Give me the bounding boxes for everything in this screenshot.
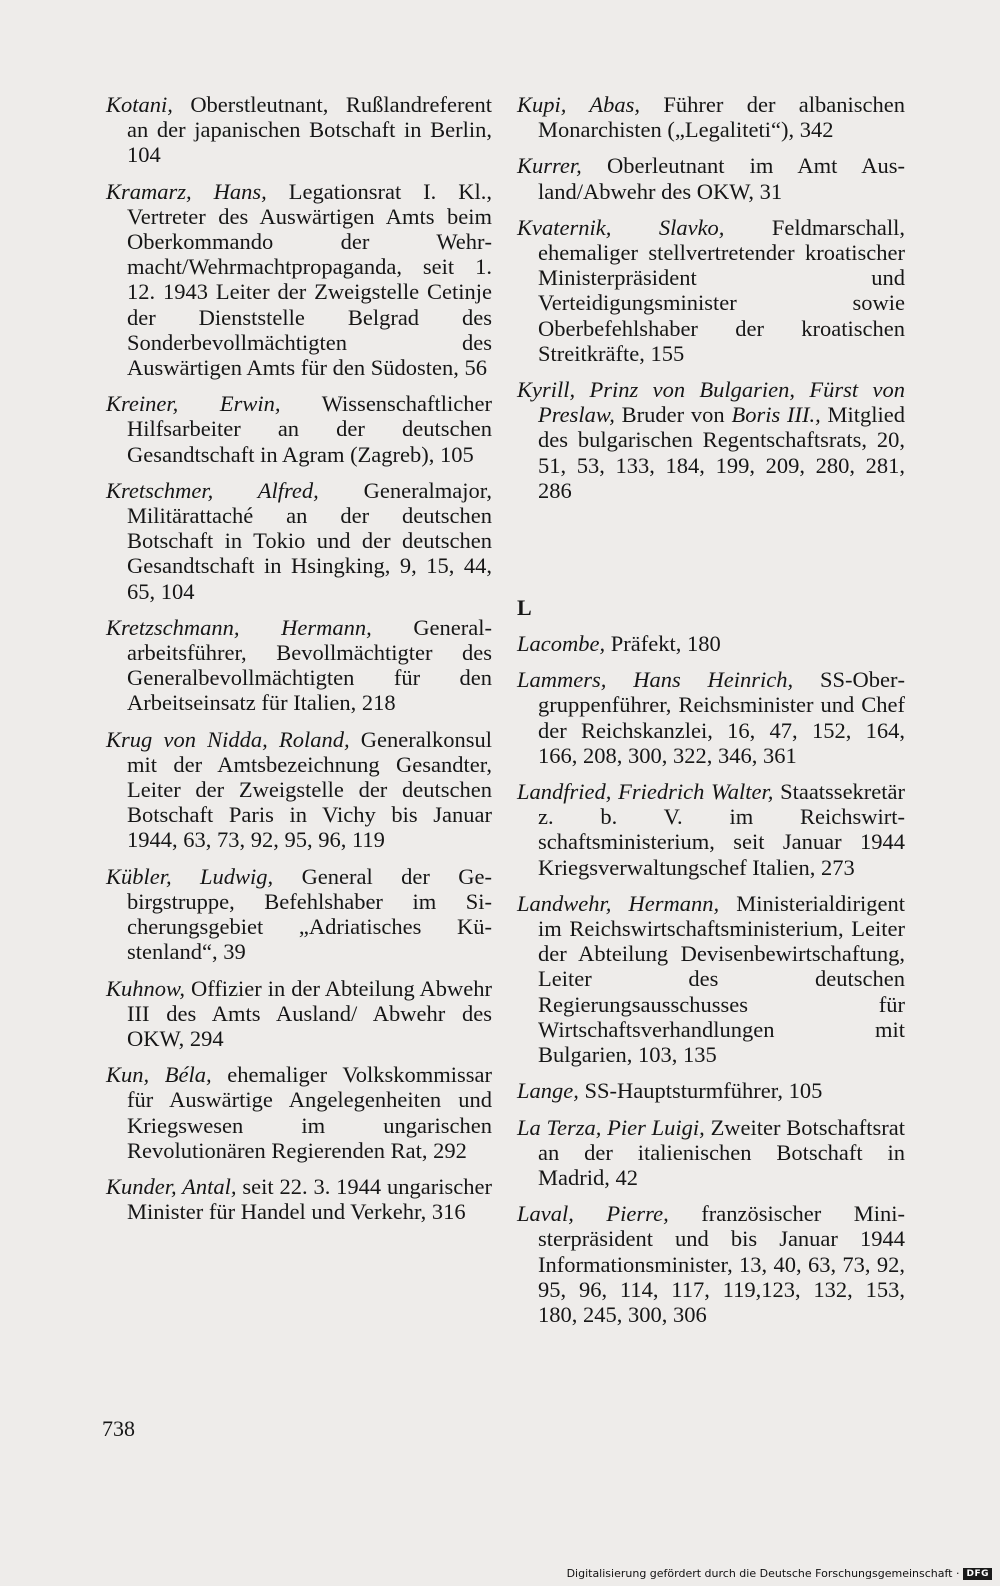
entry-description: ehemaliger Volkskommissar für Auswärtige Angelegenheiten und Kriegswesen im ungarischen Revolutionären Regierenden Rat, 292 <box>127 1062 492 1163</box>
index-entry <box>517 215 905 366</box>
entry-description: Generalmajor, Militärattaché an der deutschen Botschaft in Tokio und der deutschen Gesandtschaft in Hsingking, 9, 15, 44, 65, 104 <box>127 477 493 604</box>
entry-name: Laval, Pierre, <box>517 1201 669 1227</box>
entry-name: Kuhnow, <box>106 975 185 1001</box>
index-entry <box>517 1201 905 1327</box>
entry-name: Landwehr, Hermann, <box>517 890 720 916</box>
entry-name: Kretschmer, Alfred, <box>106 477 319 503</box>
entry-name: Landfried, Friedrich Walter, <box>517 779 774 805</box>
entry-description: Wissenschaftlicher Hilfsarbeiter an der deutschen Gesandtschaft in Agram (Zagreb), 105 <box>127 391 492 467</box>
entry-description: Legationsrat I. Kl., Vertreter des Auswärtigen Amts beim Oberkommando der Wehrmacht/Wehrmachtpropaganda, seit 1. 12. 1943 Leiter der Zweigstelle Cetinje der Dienststelle Belgrad des Sonderbevollmächtigten des Auswärtigen Amts für den Südosten, 56 <box>127 178 493 381</box>
index-entry <box>106 615 492 716</box>
index-entry <box>517 92 905 142</box>
entry-name: Lacombe, <box>517 631 606 657</box>
footer-text: Digitalisierung gefördert durch die Deutsche Forschungsgemeinschaft · <box>566 1567 960 1580</box>
entry-name: Kreiner, Erwin, <box>106 391 281 417</box>
entry-name: Kotani, <box>106 92 173 117</box>
index-entry <box>106 391 492 467</box>
index-entry <box>517 1115 905 1191</box>
entry-description: Generalkonsul mit der Amtsbezeichnung Gesandter, Leiter der Zweigstelle der deutschen Botschaft Paris in Vichy bis Januar 1944, 63, 73, 92, 95, 96, 119 <box>127 726 492 853</box>
index-entry <box>106 1062 492 1163</box>
entry-description-continued: Mitglied des bulgarischen Regentschaftsrats, 20, 51, 53, 133, 184, 199, 209, 280, 281, 286 <box>538 402 905 503</box>
entry-description: Ministerialdirigent im Reichswirtschaftsministerium, Leiter der Abteilung Devisenbewirtschaftung, Leiter des deutschen Regierungsausschusses für Wirtschaftsverhandlungen mit Bulgarien, 103, 135 <box>538 890 906 1068</box>
entry-name: Lange, <box>517 1078 579 1104</box>
entry-name: Lammers, Hans Heinrich, <box>517 667 794 693</box>
index-column-left <box>106 92 492 1235</box>
entry-name: Kübler, Ludwig, <box>106 863 274 889</box>
entry-description: Zweiter Botschaftsrat an der italienischen Botschaft in Madrid, 42 <box>538 1114 906 1190</box>
index-entry <box>106 478 492 604</box>
entry-description: seit 22. 3. 1944 ungarischer Minister für Handel und Verkehr, 316 <box>127 1173 492 1225</box>
entry-description: Offizier in der Abteilung Abwehr III des Amts Ausland/ Abwehr des OKW, 294 <box>127 975 492 1051</box>
entry-description: Staatssekretär z. b. V. im Reichswirtschaftsministerium, seit Januar 1944 Kriegsverwaltungschef Italien, 273 <box>538 779 906 880</box>
index-entry <box>517 1078 905 1103</box>
entry-name: Krug von Nidda, Roland, <box>106 726 350 752</box>
index-entry <box>517 377 905 503</box>
entry-description: Bruder von <box>621 402 732 428</box>
entry-description: SS-Obergruppenführer, Reichsminister und Chef der Reichskanzlei, 16, 47, 152, 164, 166, 208, 300, 322, 346, 361 <box>538 667 906 768</box>
entry-name: Kunder, Antal, <box>106 1173 237 1199</box>
entry-description: Oberstleutnant, Rußlandreferent an der japanischen Botschaft in Berlin, 104 <box>127 92 492 168</box>
entry-name: Kupi, Abas, <box>517 92 640 117</box>
entry-description: Oberleutnant im Amt Ausland/Abwehr des OKW, 31 <box>538 153 906 204</box>
entry-name: Kurrer, <box>517 153 582 179</box>
entry-name: Kvaternik, Slavko, <box>517 214 725 240</box>
entry-name: Kun, Béla, <box>106 1062 212 1088</box>
entry-name: Kramarz, Hans, <box>106 178 267 204</box>
entry-name: Kretzschmann, Hermann, <box>106 614 372 640</box>
index-column-right <box>517 92 905 1338</box>
entry-description: General der Gebirgstruppe, Befehlshaber im Sicherungsgebiet „Adriatisches Küstenland“, 39 <box>127 863 493 965</box>
section-letter: L <box>517 595 532 621</box>
index-entry <box>106 976 492 1052</box>
entry-description: Generalarbeitsführer, Bevollmächtigter des Generalbevollmächtigten für den Arbeitseinsatz für Italien, 218 <box>127 614 493 716</box>
index-entry <box>517 891 905 1067</box>
entry-name: Kyrill, Prinz von Bulgarien, Fürst von Preslaw, <box>517 377 905 428</box>
index-entry <box>106 1174 492 1224</box>
index-entry <box>106 179 492 381</box>
entry-description: Führer der albanischen Monarchisten („Legaliteti“), 342 <box>538 92 906 143</box>
index-entry <box>517 153 905 203</box>
dfg-logo: DFG <box>963 1568 992 1580</box>
index-entry <box>517 631 905 656</box>
page-number: 738 <box>102 1416 135 1441</box>
entry-description: SS-Hauptsturmführer, 105 <box>584 1078 823 1104</box>
entry-description: Präfekt, 180 <box>610 631 721 657</box>
index-entry <box>106 92 492 168</box>
entry-cross-reference: Boris III., <box>731 402 821 428</box>
index-entry <box>106 727 492 853</box>
index-entry <box>517 779 905 880</box>
index-entry <box>106 864 492 965</box>
entry-description: französischer Ministerpräsident und bis Januar 1944 Informationsminister, 13, 40, 63, 73, 92, 95, 96, 114, 117, 119,123, 132, 153, 180, 245, 300, 306 <box>538 1201 905 1327</box>
entry-description: Feldmarschall, ehemaliger stellvertretender kroatischer Ministerpräsident und Verteidigungsminister sowie Oberbefehlshaber der kroatischen Streitkräfte, 155 <box>538 214 906 366</box>
index-entry <box>517 667 905 768</box>
entry-name: La Terza, Pier Luigi, <box>517 1114 705 1140</box>
digitization-footer <box>567 1567 992 1580</box>
